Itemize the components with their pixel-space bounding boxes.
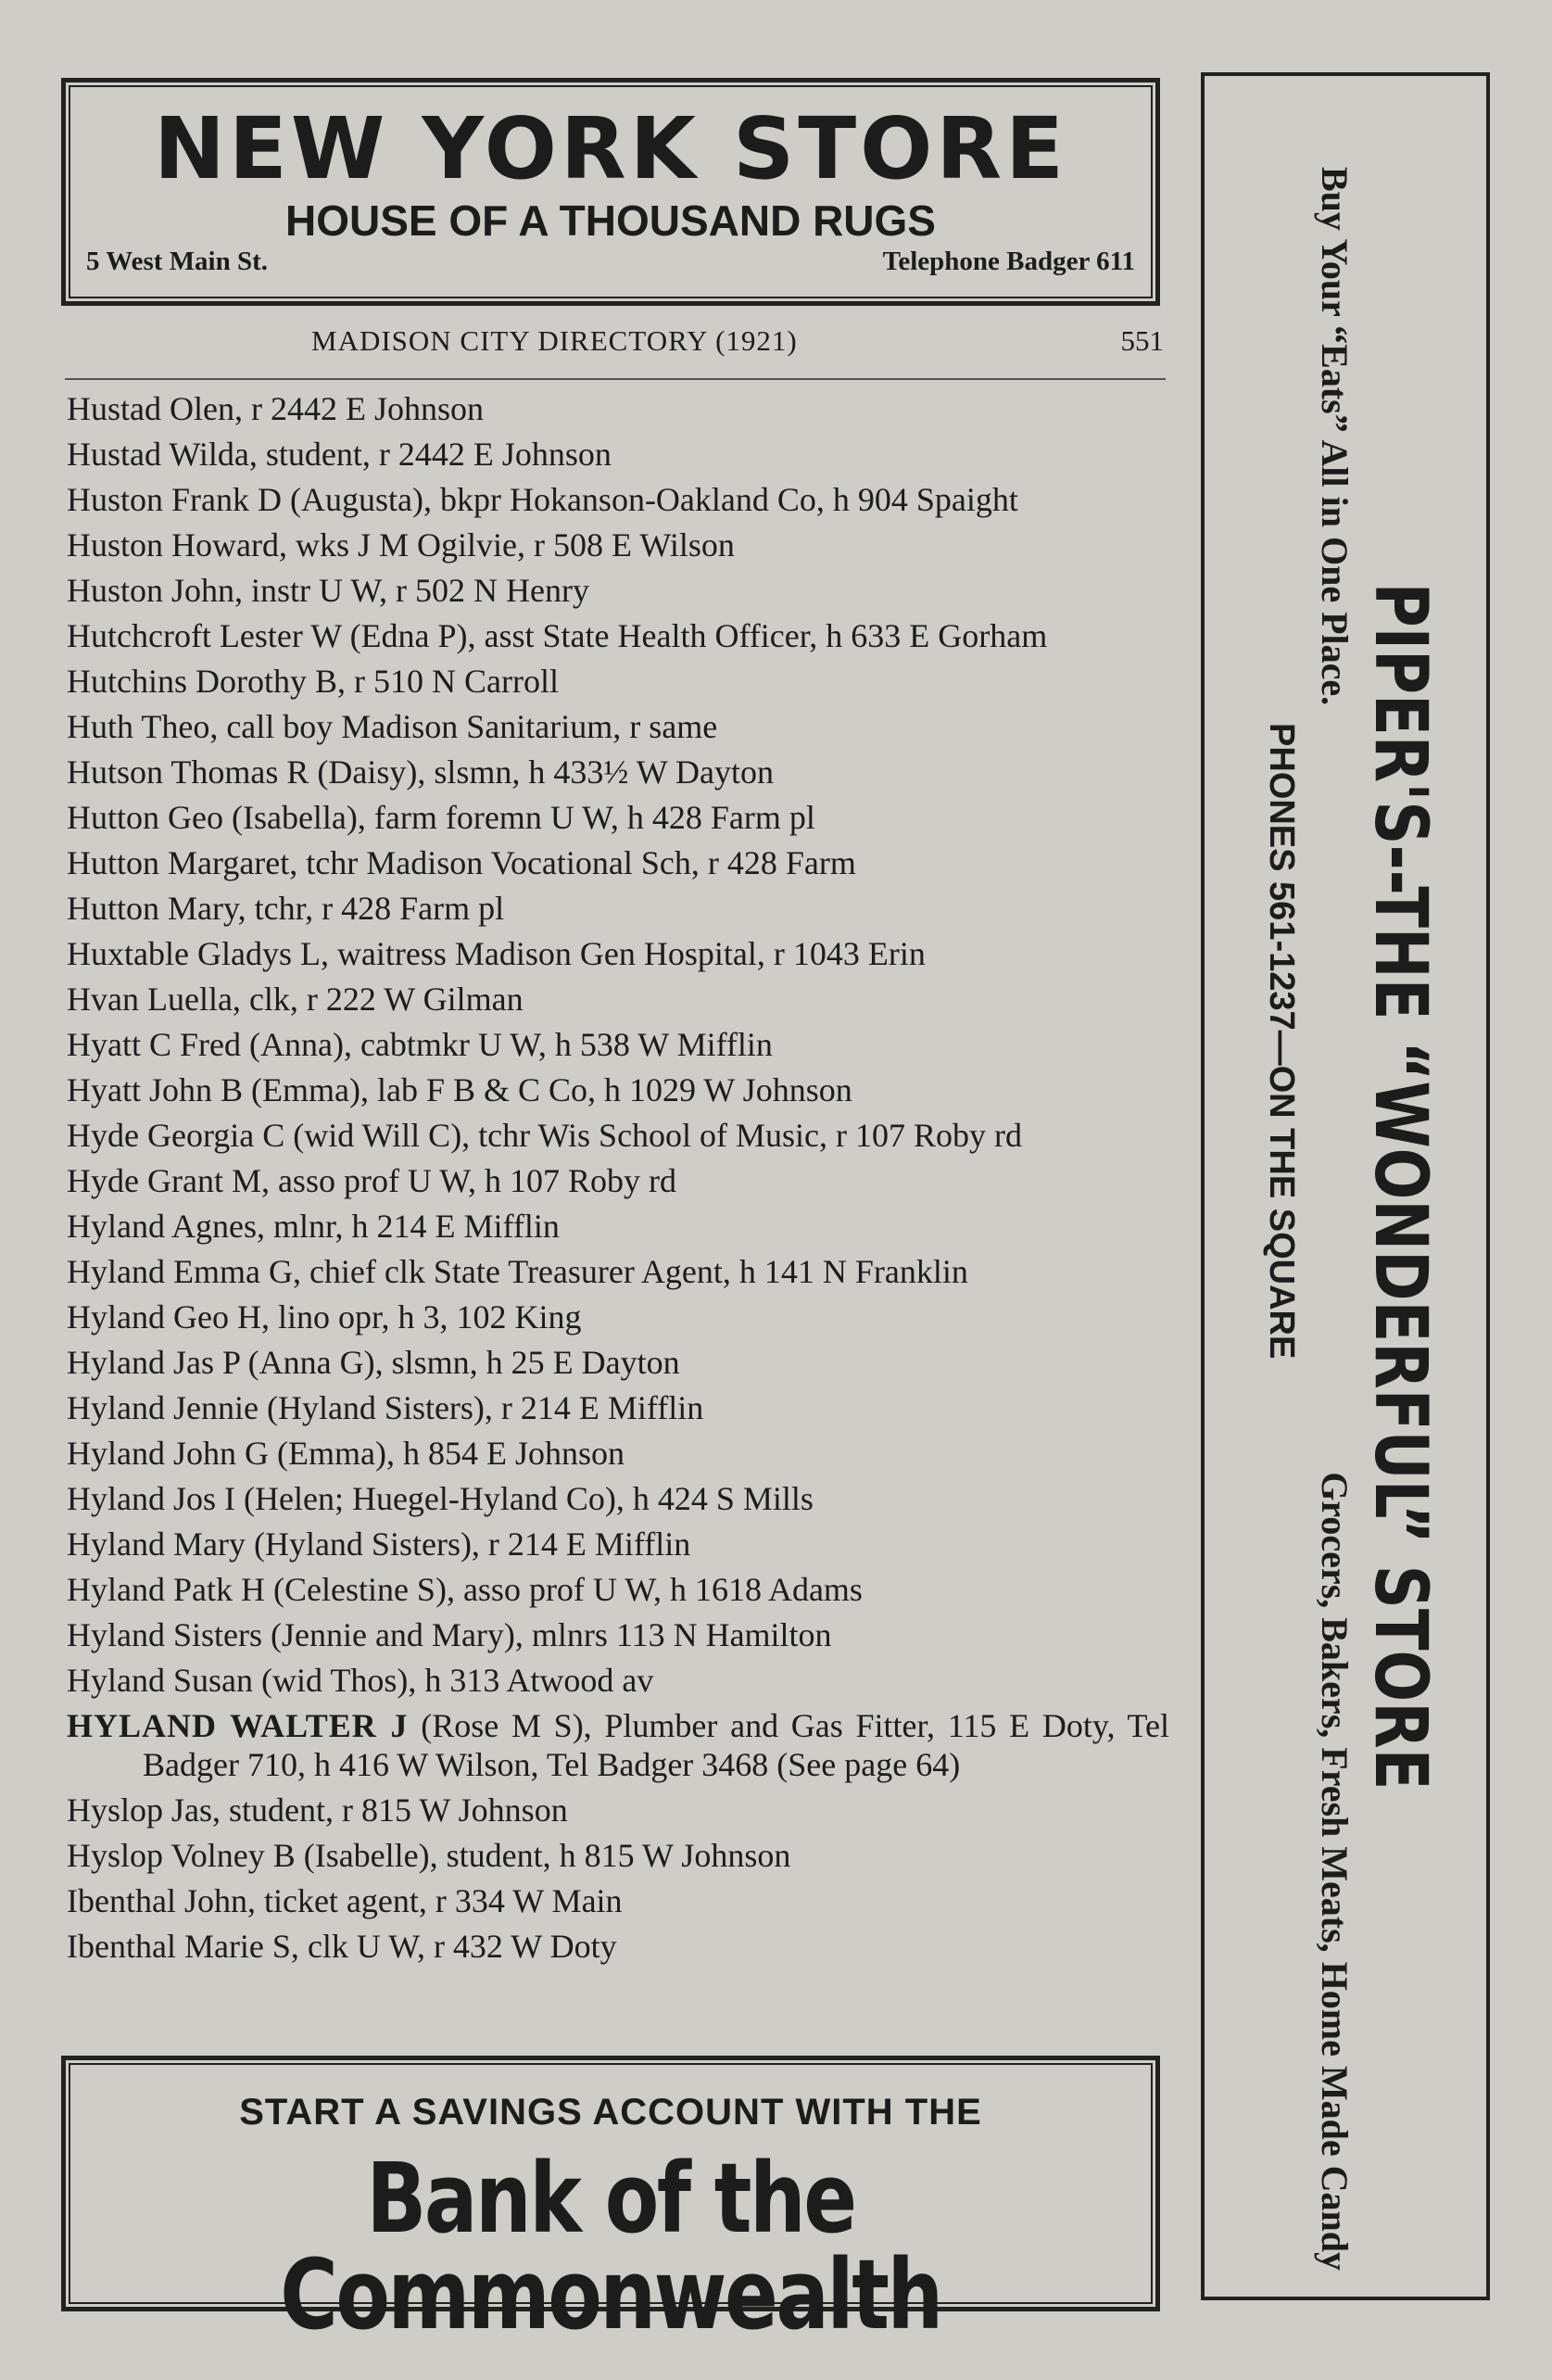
- entry-name: Hyland Patk H: [67, 1571, 265, 1608]
- side-ad-tagline-right: Grocers, Bakers, Fresh Meats, Home Made Candy: [1314, 1472, 1356, 2271]
- directory-entry: [67, 934, 1169, 973]
- entry-name: Hyland Jennie: [67, 1389, 259, 1426]
- side-ad-tagline-left: Buy Your “Eats” All in One Place.: [1314, 167, 1356, 706]
- entry-details: (Isabelle), student, h 815 W Johnson: [303, 1837, 791, 1874]
- entry-name: Hyland Mary: [67, 1525, 246, 1563]
- entry-details: instr U W, r 502 N Henry: [251, 572, 590, 609]
- entry-details: mlnr, h 214 E Mifflin: [272, 1208, 560, 1245]
- directory-entry: [67, 1570, 1169, 1609]
- bank-ad: [61, 2056, 1160, 2351]
- directory-entry: [67, 1388, 1169, 1427]
- entry-name: Hyslop Volney B: [67, 1837, 296, 1874]
- directory-entry: [67, 1661, 1169, 1700]
- directory-entry: [67, 1161, 1169, 1200]
- entry-details: (Celestine S), asso prof U W, h 1618 Adams: [272, 1571, 863, 1608]
- entry-name: Hyland Geo H,: [67, 1298, 270, 1336]
- directory-entry: [67, 389, 1169, 428]
- ad-title: NEW YORK STORE: [154, 99, 1067, 198]
- entry-name: Huston John,: [67, 572, 244, 609]
- entry-name: Hutton Mary,: [67, 890, 246, 927]
- entry-details: tchr, r 428 Farm pl: [254, 890, 505, 927]
- directory-entry: [67, 980, 1169, 1019]
- entry-name: Hutson Thomas R: [67, 753, 309, 791]
- bank-ad-line2: Bank of the Commonwealth: [280, 2142, 941, 2351]
- directory-entry: [67, 616, 1169, 655]
- entry-name: Huth Theo,: [67, 708, 219, 745]
- directory-entry: [67, 707, 1169, 746]
- entry-details: waitress Madison Gen Hospital, r 1043 Erin: [336, 935, 926, 972]
- entry-details: (Helen; Huegel-Hyland Co), h 424 S Mills: [244, 1480, 814, 1517]
- entry-details: (Hyland Sisters), r 214 E Mifflin: [266, 1389, 704, 1426]
- entry-details: (Emma), h 854 E Johnson: [277, 1435, 625, 1472]
- entry-name: Hyland Jas P: [67, 1344, 240, 1381]
- entry-name: Hustad Olen,: [67, 390, 243, 427]
- entry-name: Hutchcroft Lester W: [67, 617, 342, 654]
- entry-details: r 510 N Carroll: [354, 663, 559, 700]
- entry-name: Hutchins Dorothy B,: [67, 663, 346, 700]
- directory-entry: [67, 1525, 1169, 1563]
- running-header: [67, 324, 1164, 361]
- directory-entry: [67, 571, 1169, 610]
- directory-entry: [67, 1881, 1169, 1920]
- entry-details: clk U W, r 432 W Doty: [307, 1928, 617, 1965]
- entry-details: (Daisy), slsmn, h 433½ W Dayton: [317, 753, 775, 791]
- entry-name: Hyatt C Fred: [67, 1026, 241, 1063]
- directory-entry: [67, 753, 1169, 791]
- directory-entry: [67, 1025, 1169, 1064]
- entry-name: Hyland John G: [67, 1435, 269, 1472]
- directory-entry: [67, 1298, 1169, 1336]
- entry-details: (Hyland Sisters), r 214 E Mifflin: [253, 1525, 691, 1563]
- directory-entry: [67, 798, 1169, 837]
- directory-entry: [67, 1207, 1169, 1246]
- entry-details: (wid Will C), tchr Wis School of Music, r 107 Roby rd: [293, 1117, 1023, 1154]
- entry-name: Huxtable Gladys L,: [67, 935, 329, 972]
- entry-name: Huston Frank D: [67, 481, 282, 518]
- directory-entry: [67, 1434, 1169, 1473]
- directory-entry: [67, 1252, 1169, 1291]
- entry-details: (Edna P), asst State Health Officer, h 633 E Gorham: [349, 617, 1048, 654]
- entry-name: Hyland Jos I: [67, 1480, 235, 1517]
- entry-details: clk, r 222 W Gilman: [248, 981, 524, 1018]
- entry-name: Hyde Grant M,: [67, 1162, 270, 1199]
- entry-name: Hustad Wilda,: [67, 436, 258, 473]
- entry-details: (Augusta), bkpr Hokanson-Oakland Co, h 904 Spaight: [290, 481, 1018, 518]
- side-ad-phones: PHONES 561-1237—ON THE SQUARE: [1262, 723, 1301, 1360]
- bank-ad-line1: START A SAVINGS ACCOUNT WITH THE: [239, 2092, 982, 2133]
- side-ad-content: [1206, 83, 1484, 2289]
- entry-details: student, r 2442 E Johnson: [265, 436, 612, 473]
- new-york-store-ad: [61, 78, 1160, 306]
- entry-name: Hyland Sisters: [67, 1616, 262, 1653]
- entry-details: r 2442 E Johnson: [250, 390, 484, 427]
- entry-details: (Anna G), slsmn, h 25 E Dayton: [247, 1344, 680, 1381]
- entry-details: (Isabella), farm foremn U W, h 428 Farm pl: [231, 799, 815, 836]
- pipers-store-ad: [1201, 72, 1490, 2300]
- directory-entry: [67, 435, 1169, 474]
- entry-details: tchr Madison Vocational Sch, r 428 Farm: [306, 844, 856, 881]
- directory-entry: [67, 1706, 1169, 1784]
- directory-entry: [67, 1791, 1169, 1829]
- directory-listing: [67, 389, 1169, 1972]
- directory-entry: [67, 525, 1169, 564]
- entry-details: call boy Madison Sanitarium, r same: [226, 708, 718, 745]
- directory-entry: [67, 1836, 1169, 1875]
- entry-name: Ibenthal John,: [67, 1882, 256, 1919]
- directory-entry: [67, 1615, 1169, 1654]
- entry-name: Hyde Georgia C: [67, 1117, 285, 1154]
- entry-details: asso prof U W, h 107 Roby rd: [277, 1162, 676, 1199]
- entry-details: (Jennie and Mary), mlnrs 113 N Hamilton: [271, 1616, 832, 1653]
- directory-entry: [67, 1116, 1169, 1155]
- directory-entry: [67, 1479, 1169, 1518]
- side-ad-headline: PIPER'S--THE “WONDERFUL” STORE: [1358, 582, 1442, 1791]
- entry-name: Ibenthal Marie S,: [67, 1928, 299, 1965]
- entry-name: Hyslop Jas,: [67, 1791, 221, 1829]
- directory-entry: [67, 1343, 1169, 1382]
- entry-name: Hutton Margaret,: [67, 844, 298, 881]
- entry-details: (Emma), lab F B & C Co, h 1029 W Johnson: [251, 1071, 852, 1108]
- directory-entry: [67, 480, 1169, 519]
- entry-name: Hvan Luella,: [67, 981, 241, 1018]
- entry-details: ticket agent, r 334 W Main: [263, 1882, 623, 1919]
- entry-details: wks J M Ogilvie, r 508 E Wilson: [295, 526, 735, 563]
- entry-details: (wid Thos), h 313 Atwood av: [261, 1662, 654, 1699]
- entry-name: Hyland Susan: [67, 1662, 253, 1699]
- ad-subtitle: HOUSE OF A THOUSAND RUGS: [285, 196, 936, 245]
- entry-name: Hutton Geo: [67, 799, 223, 836]
- entry-name: Hyatt John B: [67, 1071, 244, 1108]
- header-rule: [65, 378, 1166, 380]
- page-number: 551: [1120, 324, 1164, 357]
- entry-details: student, r 815 W Johnson: [229, 1791, 568, 1829]
- directory-entry: [67, 889, 1169, 928]
- entry-name: Huston Howard,: [67, 526, 287, 563]
- ad-address: 5 West Main St.: [86, 247, 269, 276]
- entry-details: (Anna), cabtmkr U W, h 538 W Mifflin: [248, 1026, 773, 1063]
- directory-entry: [67, 662, 1169, 701]
- entry-details: (Rose M S), Plumber and Gas Fitter, 115 E Doty, Tel Badger 710, h 416 W Wilson, Tel Badger 3468 (See page 64): [143, 1707, 1170, 1783]
- ad-telephone: Telephone Badger 611: [882, 247, 1135, 276]
- entry-details: chief clk State Treasurer Agent, h 141 N Franklin: [309, 1253, 968, 1290]
- directory-entry: [67, 843, 1169, 882]
- directory-entry: [67, 1927, 1169, 1966]
- directory-entry: [67, 1070, 1169, 1109]
- entry-name: Hyland Emma G,: [67, 1253, 301, 1290]
- running-title: MADISON CITY DIRECTORY (1921): [311, 324, 798, 357]
- entry-name: HYLAND WALTER J: [67, 1707, 409, 1744]
- entry-name: Hyland Agnes,: [67, 1208, 265, 1245]
- entry-details: lino opr, h 3, 102 King: [277, 1298, 582, 1336]
